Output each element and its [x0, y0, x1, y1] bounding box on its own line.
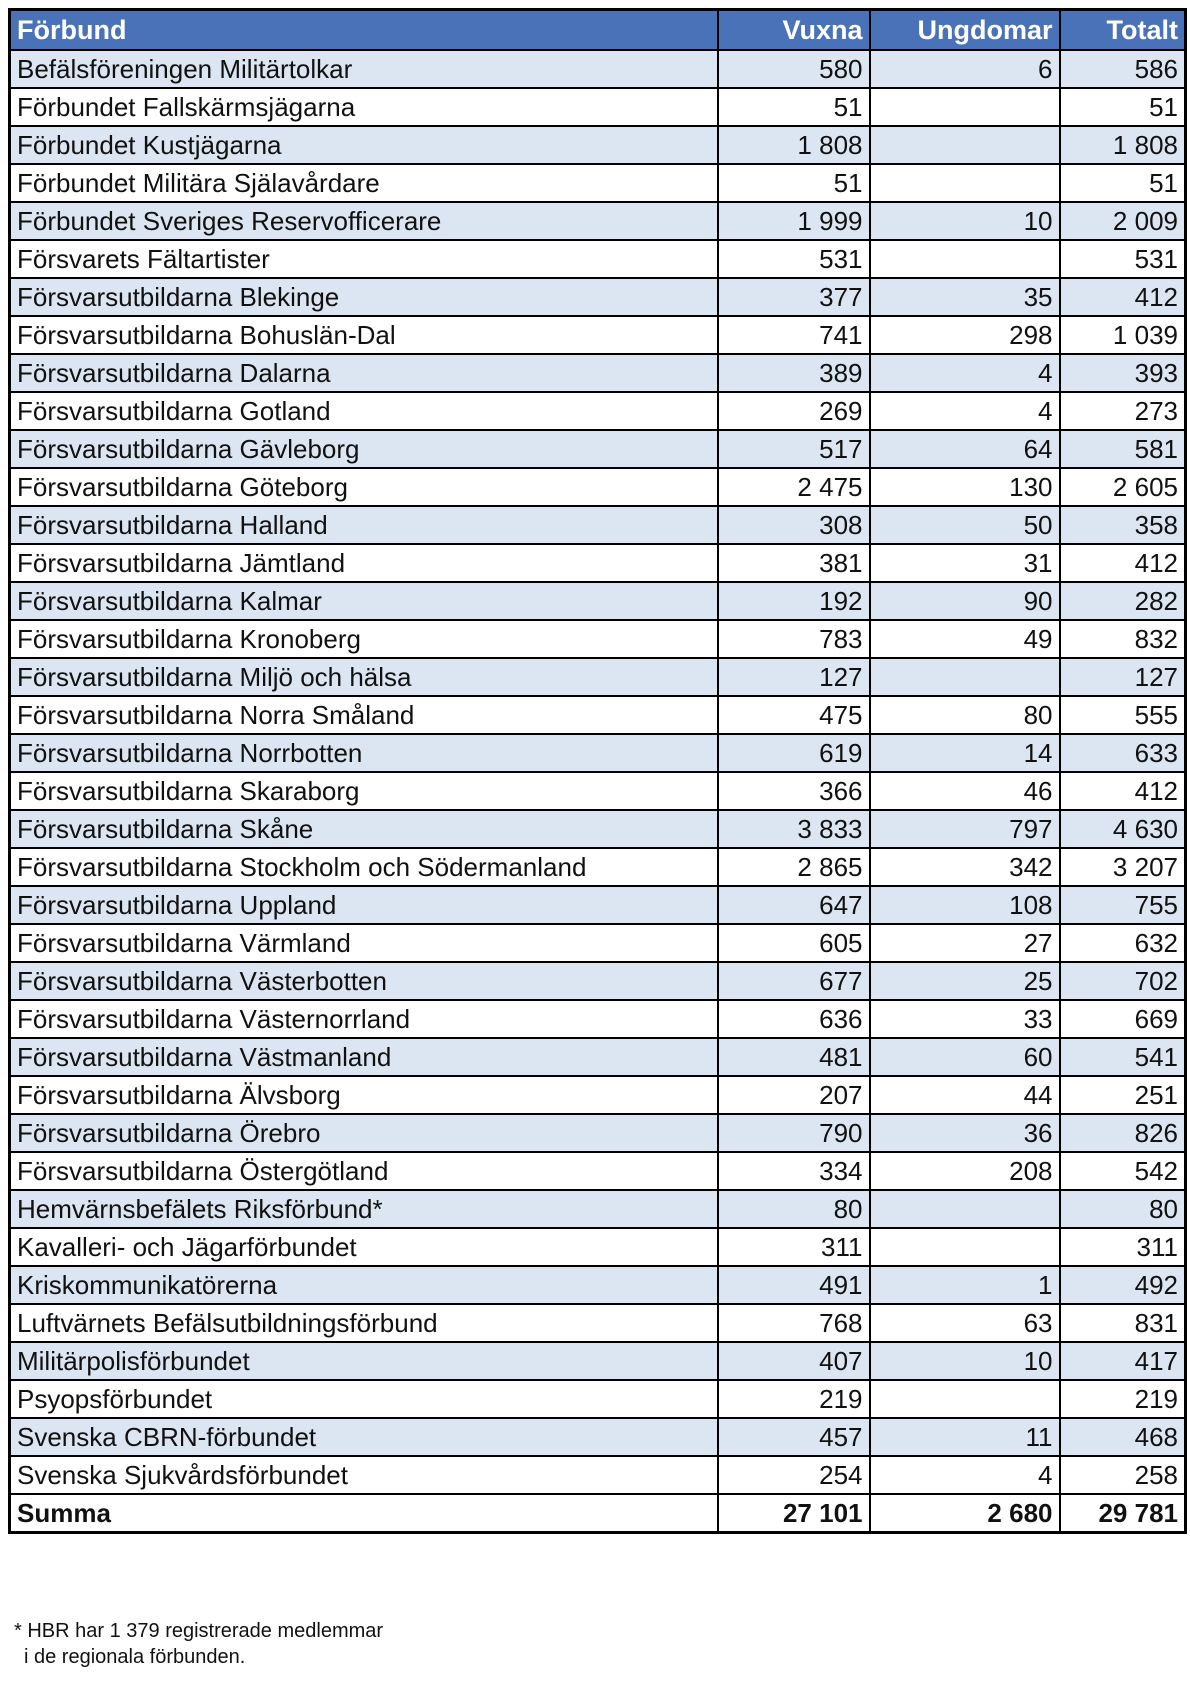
youth-cell: 4 [870, 392, 1060, 430]
total-cell: 826 [1060, 1114, 1186, 1152]
federation-name-cell: Försvarsutbildarna Kronoberg [10, 620, 718, 658]
federation-name-cell: Kriskommunikatörerna [10, 1266, 718, 1304]
total-cell: 468 [1060, 1418, 1186, 1456]
membership-sheet [8, 8, 1184, 1534]
table-row [10, 1114, 1186, 1152]
adults-cell: 677 [718, 962, 870, 1000]
federation-name-cell: Försvarsutbildarna Skaraborg [10, 772, 718, 810]
adults-cell: 308 [718, 506, 870, 544]
table-row [10, 316, 1186, 354]
table-row [10, 772, 1186, 810]
total-cell: 632 [1060, 924, 1186, 962]
total-cell: 417 [1060, 1342, 1186, 1380]
total-cell: 2 009 [1060, 202, 1186, 240]
adults-cell: 741 [718, 316, 870, 354]
total-cell: 633 [1060, 734, 1186, 772]
total-cell: 412 [1060, 544, 1186, 582]
youth-cell: 80 [870, 696, 1060, 734]
total-cell: 80 [1060, 1190, 1186, 1228]
federation-name-cell: Försvarsutbildarna Gotland [10, 392, 718, 430]
federation-name-cell: Försvarsutbildarna Halland [10, 506, 718, 544]
federation-name-cell: Militärpolisförbundet [10, 1342, 718, 1380]
total-cell: 282 [1060, 582, 1186, 620]
table-row [10, 1190, 1186, 1228]
adults-cell: 51 [718, 164, 870, 202]
federation-name-cell: Försvarsutbildarna Blekinge [10, 278, 718, 316]
youth-cell: 33 [870, 1000, 1060, 1038]
total-cell: 251 [1060, 1076, 1186, 1114]
adults-cell: 580 [718, 50, 870, 88]
table-row [10, 1304, 1186, 1342]
table-row [10, 240, 1186, 278]
table-row [10, 1418, 1186, 1456]
federation-name-cell: Försvarsutbildarna Bohuslän-Dal [10, 316, 718, 354]
youth-cell: 1 [870, 1266, 1060, 1304]
adults-cell: 619 [718, 734, 870, 772]
federation-name-cell: Psyopsförbundet [10, 1380, 718, 1418]
total-cell: 755 [1060, 886, 1186, 924]
table-row [10, 1266, 1186, 1304]
table-row [10, 810, 1186, 848]
table-header-row [10, 10, 1186, 51]
total-cell: 541 [1060, 1038, 1186, 1076]
column-header-adults: Vuxna [718, 10, 870, 51]
total-cell: 219 [1060, 1380, 1186, 1418]
adults-cell: 407 [718, 1342, 870, 1380]
federation-name-cell: Svenska CBRN-förbundet [10, 1418, 718, 1456]
youth-cell: 10 [870, 202, 1060, 240]
adults-cell: 366 [718, 772, 870, 810]
adults-cell: 334 [718, 1152, 870, 1190]
table-row [10, 1380, 1186, 1418]
federation-name-cell: Försvarsutbildarna Västerbotten [10, 962, 718, 1000]
federation-name-cell: Försvarsutbildarna Jämtland [10, 544, 718, 582]
total-cell: 412 [1060, 772, 1186, 810]
total-cell: 393 [1060, 354, 1186, 392]
table-row [10, 88, 1186, 126]
footnote-line-1: * HBR har 1 379 registrerade medlemmar [14, 1620, 384, 1642]
federation-name-cell: Hemvärnsbefälets Riksförbund* [10, 1190, 718, 1228]
federation-name-cell: Försvarsutbildarna Uppland [10, 886, 718, 924]
youth-cell: 46 [870, 772, 1060, 810]
total-cell: 273 [1060, 392, 1186, 430]
adults-cell: 219 [718, 1380, 870, 1418]
total-cell: 3 207 [1060, 848, 1186, 886]
youth-cell: 35 [870, 278, 1060, 316]
summary-row [10, 1494, 1186, 1533]
youth-cell [870, 88, 1060, 126]
total-cell: 831 [1060, 1304, 1186, 1342]
table-row [10, 1228, 1186, 1266]
adults-cell: 3 833 [718, 810, 870, 848]
table-row [10, 506, 1186, 544]
youth-cell [870, 126, 1060, 164]
total-cell: 311 [1060, 1228, 1186, 1266]
total-cell: 586 [1060, 50, 1186, 88]
federation-name-cell: Svenska Sjukvårdsförbundet [10, 1456, 718, 1494]
adults-cell: 254 [718, 1456, 870, 1494]
adults-cell: 1 999 [718, 202, 870, 240]
table-row [10, 1342, 1186, 1380]
youth-cell: 108 [870, 886, 1060, 924]
total-cell: 1 808 [1060, 126, 1186, 164]
total-cell: 492 [1060, 1266, 1186, 1304]
adults-cell: 783 [718, 620, 870, 658]
total-cell: 412 [1060, 278, 1186, 316]
table-row [10, 392, 1186, 430]
table-row [10, 848, 1186, 886]
table-row [10, 354, 1186, 392]
table-row [10, 696, 1186, 734]
table-row [10, 1076, 1186, 1114]
table-row [10, 278, 1186, 316]
adults-cell: 51 [718, 88, 870, 126]
youth-cell: 44 [870, 1076, 1060, 1114]
total-cell: 669 [1060, 1000, 1186, 1038]
federation-name-cell: Förbundet Kustjägarna [10, 126, 718, 164]
adults-cell: 1 808 [718, 126, 870, 164]
federation-name-cell: Förbundet Militära Själavårdare [10, 164, 718, 202]
youth-cell [870, 1228, 1060, 1266]
youth-cell: 60 [870, 1038, 1060, 1076]
total-cell: 832 [1060, 620, 1186, 658]
total-cell: 127 [1060, 658, 1186, 696]
total-cell: 581 [1060, 430, 1186, 468]
youth-cell: 25 [870, 962, 1060, 1000]
column-header-youth: Ungdomar [870, 10, 1060, 51]
adults-cell: 457 [718, 1418, 870, 1456]
federation-name-cell: Försvarsutbildarna Kalmar [10, 582, 718, 620]
federation-name-cell: Försvarsutbildarna Dalarna [10, 354, 718, 392]
adults-cell: 531 [718, 240, 870, 278]
federation-name-cell: Förbundet Sveriges Reservofficerare [10, 202, 718, 240]
total-cell: 51 [1060, 88, 1186, 126]
youth-cell [870, 1380, 1060, 1418]
adults-cell: 517 [718, 430, 870, 468]
table-row [10, 582, 1186, 620]
table-row [10, 50, 1186, 88]
youth-cell: 797 [870, 810, 1060, 848]
table-row [10, 962, 1186, 1000]
summary-adults: 27 101 [718, 1494, 870, 1533]
youth-cell: 130 [870, 468, 1060, 506]
adults-cell: 2 475 [718, 468, 870, 506]
federation-name-cell: Försvarsutbildarna Värmland [10, 924, 718, 962]
column-header-total: Totalt [1060, 10, 1186, 51]
youth-cell: 4 [870, 1456, 1060, 1494]
federation-name-cell: Försvarsutbildarna Skåne [10, 810, 718, 848]
summary-total: 29 781 [1060, 1494, 1186, 1533]
youth-cell: 31 [870, 544, 1060, 582]
total-cell: 258 [1060, 1456, 1186, 1494]
youth-cell: 6 [870, 50, 1060, 88]
federation-name-cell: Försvarsutbildarna Norrbotten [10, 734, 718, 772]
federation-name-cell: Försvarsutbildarna Västmanland [10, 1038, 718, 1076]
federation-name-cell: Försvarsutbildarna Västernorrland [10, 1000, 718, 1038]
total-cell: 542 [1060, 1152, 1186, 1190]
table-row [10, 658, 1186, 696]
table-row [10, 1038, 1186, 1076]
adults-cell: 269 [718, 392, 870, 430]
total-cell: 4 630 [1060, 810, 1186, 848]
table-row [10, 468, 1186, 506]
youth-cell: 36 [870, 1114, 1060, 1152]
youth-cell: 49 [870, 620, 1060, 658]
total-cell: 1 039 [1060, 316, 1186, 354]
youth-cell: 50 [870, 506, 1060, 544]
table-row [10, 544, 1186, 582]
youth-cell [870, 240, 1060, 278]
table-row [10, 1152, 1186, 1190]
adults-cell: 311 [718, 1228, 870, 1266]
federation-name-cell: Befälsföreningen Militärtolkar [10, 50, 718, 88]
federation-name-cell: Försvarsutbildarna Miljö och hälsa [10, 658, 718, 696]
adults-cell: 207 [718, 1076, 870, 1114]
youth-cell: 27 [870, 924, 1060, 962]
table-row [10, 430, 1186, 468]
federation-name-cell: Försvarsutbildarna Norra Småland [10, 696, 718, 734]
youth-cell: 14 [870, 734, 1060, 772]
adults-cell: 768 [718, 1304, 870, 1342]
federation-name-cell: Luftvärnets Befälsutbildningsförbund [10, 1304, 718, 1342]
adults-cell: 481 [718, 1038, 870, 1076]
adults-cell: 381 [718, 544, 870, 582]
federation-name-cell: Försvarsutbildarna Göteborg [10, 468, 718, 506]
summary-label: Summa [10, 1494, 718, 1533]
youth-cell [870, 164, 1060, 202]
federation-name-cell: Kavalleri- och Jägarförbundet [10, 1228, 718, 1266]
total-cell: 2 605 [1060, 468, 1186, 506]
adults-cell: 127 [718, 658, 870, 696]
youth-cell: 298 [870, 316, 1060, 354]
youth-cell: 4 [870, 354, 1060, 392]
federation-name-cell: Försvarsutbildarna Östergötland [10, 1152, 718, 1190]
table-row [10, 164, 1186, 202]
federation-name-cell: Försvarsutbildarna Älvsborg [10, 1076, 718, 1114]
youth-cell: 11 [870, 1418, 1060, 1456]
federation-name-cell: Försvarsutbildarna Stockholm och Södermanland [10, 848, 718, 886]
column-header-federation: Förbund [10, 10, 718, 51]
adults-cell: 647 [718, 886, 870, 924]
total-cell: 702 [1060, 962, 1186, 1000]
adults-cell: 80 [718, 1190, 870, 1228]
youth-cell: 208 [870, 1152, 1060, 1190]
adults-cell: 192 [718, 582, 870, 620]
youth-cell: 342 [870, 848, 1060, 886]
youth-cell [870, 1190, 1060, 1228]
adults-cell: 636 [718, 1000, 870, 1038]
table-body [10, 50, 1186, 1494]
table-row [10, 620, 1186, 658]
footnote-line-2: i de regionala förbunden. [24, 1646, 246, 1668]
adults-cell: 389 [718, 354, 870, 392]
federation-name-cell: Försvarets Fältartister [10, 240, 718, 278]
federation-name-cell: Försvarsutbildarna Örebro [10, 1114, 718, 1152]
adults-cell: 2 865 [718, 848, 870, 886]
youth-cell: 63 [870, 1304, 1060, 1342]
table-row [10, 1456, 1186, 1494]
youth-cell: 64 [870, 430, 1060, 468]
table-row [10, 1000, 1186, 1038]
total-cell: 358 [1060, 506, 1186, 544]
adults-cell: 377 [718, 278, 870, 316]
federation-name-cell: Förbundet Fallskärmsjägarna [10, 88, 718, 126]
summary-youth: 2 680 [870, 1494, 1060, 1533]
table-row [10, 734, 1186, 772]
adults-cell: 790 [718, 1114, 870, 1152]
youth-cell [870, 658, 1060, 696]
federation-name-cell: Försvarsutbildarna Gävleborg [10, 430, 718, 468]
total-cell: 531 [1060, 240, 1186, 278]
adults-cell: 605 [718, 924, 870, 962]
membership-table [8, 8, 1187, 1534]
table-row [10, 202, 1186, 240]
adults-cell: 475 [718, 696, 870, 734]
youth-cell: 90 [870, 582, 1060, 620]
total-cell: 51 [1060, 164, 1186, 202]
table-row [10, 886, 1186, 924]
total-cell: 555 [1060, 696, 1186, 734]
table-row [10, 924, 1186, 962]
table-row [10, 126, 1186, 164]
youth-cell: 10 [870, 1342, 1060, 1380]
footnote [14, 1618, 383, 1670]
adults-cell: 491 [718, 1266, 870, 1304]
